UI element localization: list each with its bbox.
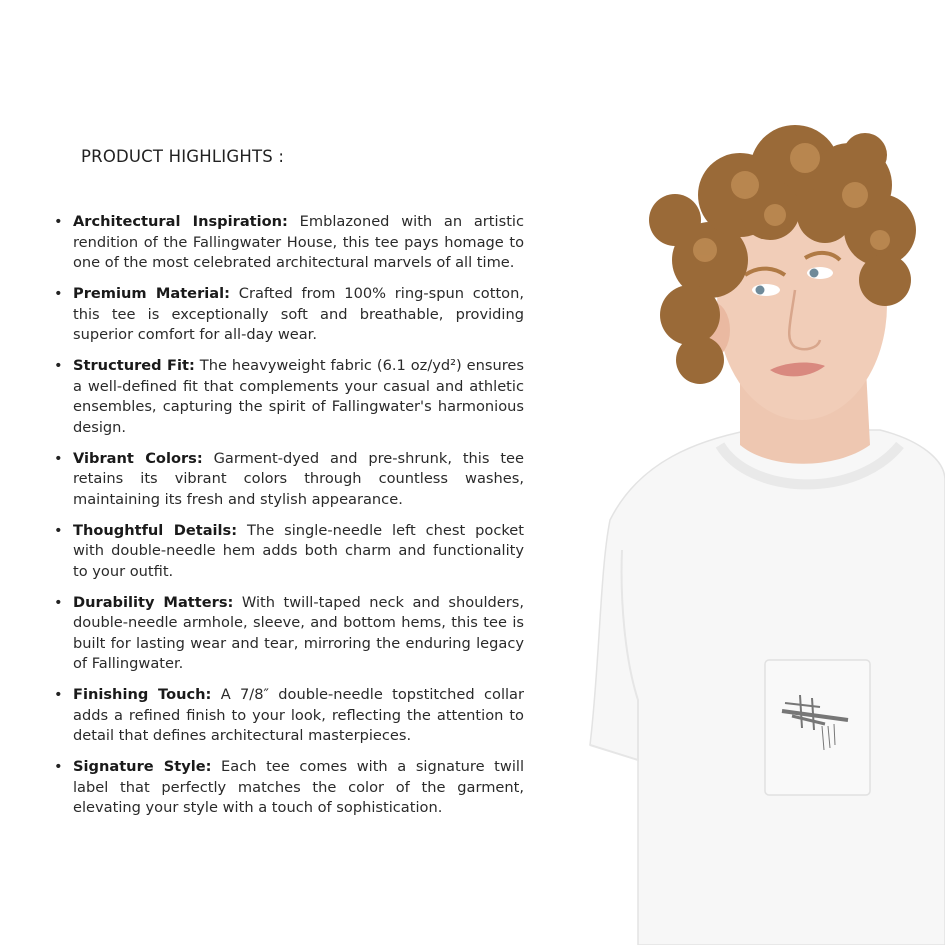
highlight-text: The heavyweight fabric (6.1 oz/yd²) ensures a well-defined fit that complements your casual and athletic ensembles, capturing the spirit of Fallingwater's harmonious design. <box>73 357 525 436</box>
highlight-term: Finishing Touch: <box>73 686 212 703</box>
list-item <box>54 685 524 747</box>
highlights-list <box>54 212 524 829</box>
list-item <box>54 449 524 511</box>
highlight-term: Structured Fit: <box>73 357 195 374</box>
highlight-text: Crafted from 100% ring-spun cotton, this tee is exceptionally soft and breathable, providing superior comfort for all-day wear. <box>73 285 525 343</box>
list-item <box>54 593 524 675</box>
model-illustration <box>580 100 945 945</box>
highlight-text: With twill-taped neck and shoulders, double-needle armhole, sleeve, and bottom hems, this tee is built for lasting wear and tear, mirroring the enduring legacy of Fallingwater. <box>73 593 524 672</box>
list-item <box>54 284 524 346</box>
page-title: PRODUCT HIGHLIGHTS : <box>81 147 285 166</box>
highlight-term: Architectural Inspiration: <box>73 213 288 230</box>
list-item <box>54 356 524 438</box>
highlight-text: A 7/8″ double-needle topstitched collar adds a refined finish to your look, reflecting the attention to detail that defines architectural masterpieces. <box>73 686 524 744</box>
list-item <box>54 521 524 583</box>
highlight-text: Emblazoned with an artistic rendition of the Fallingwater House, this tee pays homage to one of the most celebrated architectural marvels of all time. <box>73 213 524 271</box>
chest-pocket <box>765 660 870 795</box>
list-item <box>54 757 524 819</box>
highlight-text: Each tee comes with a signature twill label that perfectly matches the color of the garment, elevating your style with a touch of sophistication. <box>73 758 524 816</box>
highlight-text: Garment-dyed and pre-shrunk, this tee retains its vibrant colors through countless washes, maintaining its fresh and stylish appearance. <box>73 449 525 508</box>
highlight-text: The single-needle left chest pocket with double-needle hem adds both charm and functionality to your outfit. <box>73 521 525 580</box>
list-item <box>54 212 524 274</box>
highlight-term: Thoughtful Details: <box>73 521 238 539</box>
highlight-term: Vibrant Colors: <box>73 449 203 467</box>
highlight-term: Premium Material: <box>73 285 230 302</box>
highlight-term: Durability Matters: <box>73 593 234 611</box>
highlight-term: Signature Style: <box>73 758 212 775</box>
model-photo <box>580 100 945 945</box>
